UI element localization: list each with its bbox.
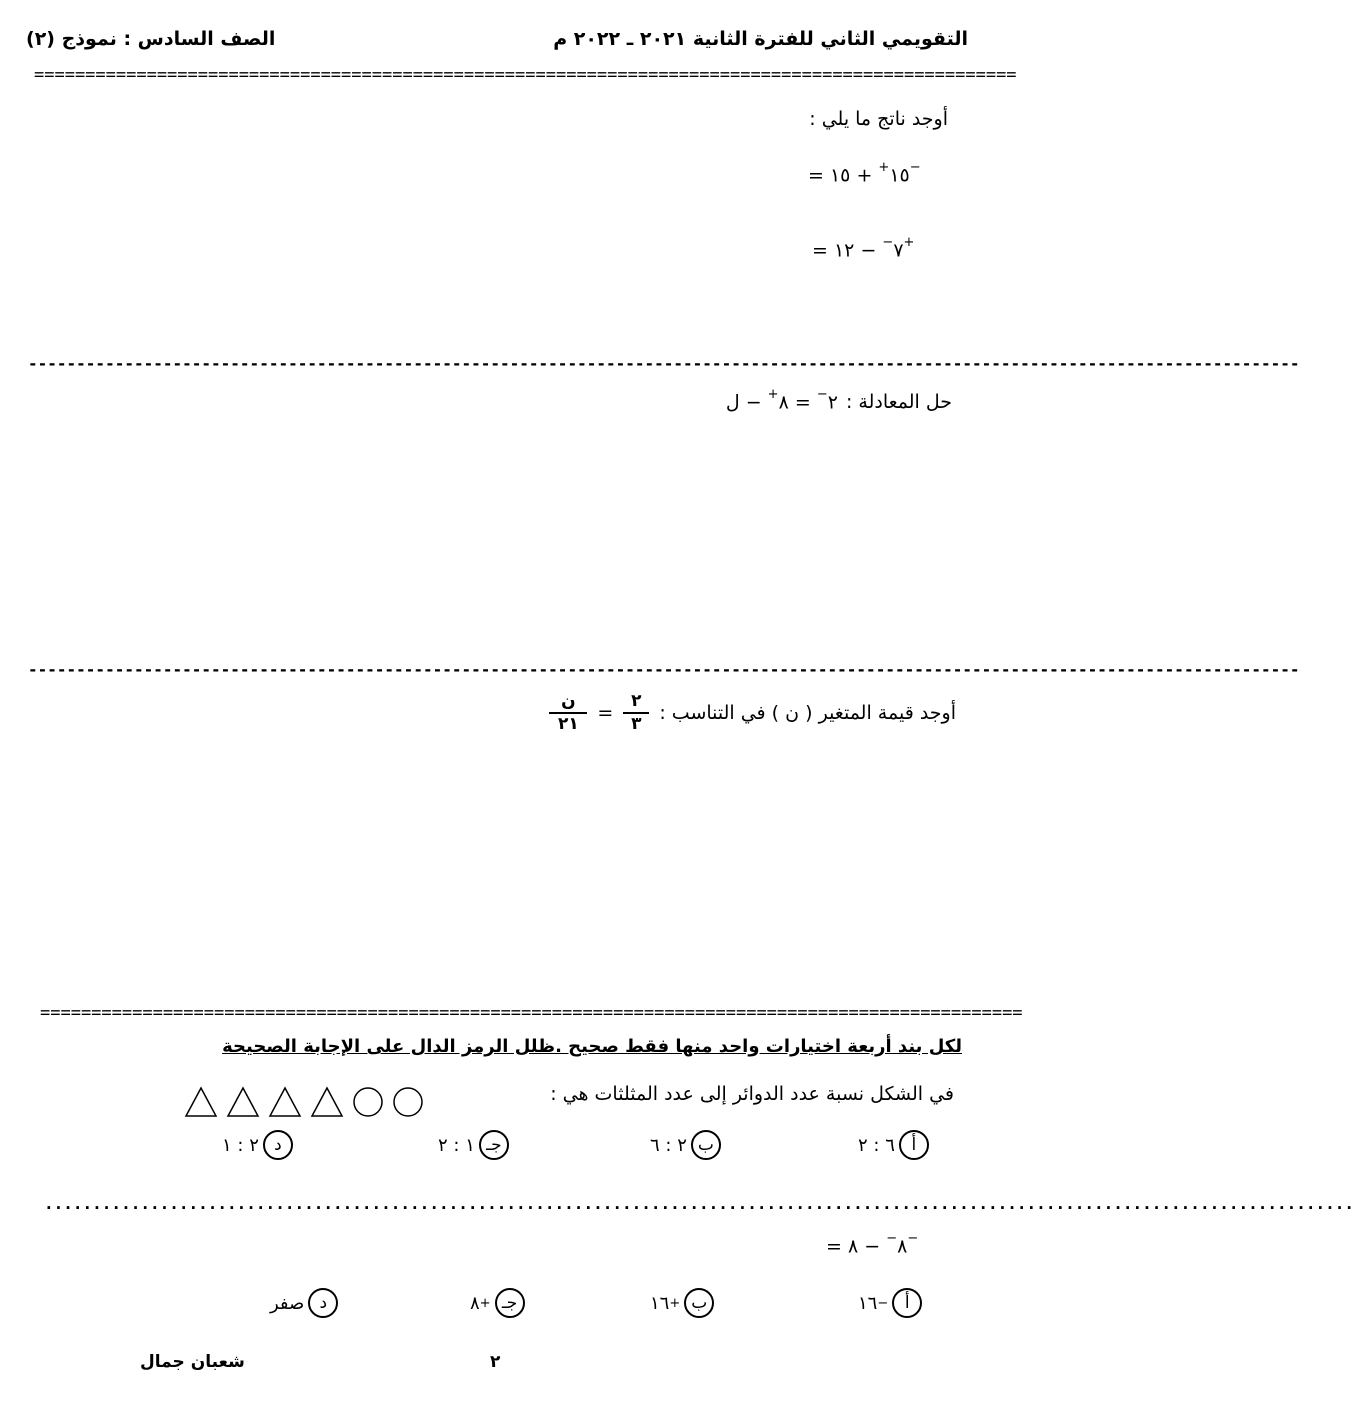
- option-bubble[interactable]: أ: [899, 1130, 929, 1160]
- double-rule-2: ================================================================================================: [40, 1003, 1023, 1023]
- section1-prompt: أوجد ناتج ما يلي :: [809, 108, 948, 130]
- option-bubble[interactable]: د: [308, 1288, 338, 1318]
- dashed-rule-2: ------------------------------------------------------------------------------------------------------------------------------------: [28, 660, 1300, 679]
- section2-line: [725, 387, 952, 414]
- q1-option-a[interactable]: [858, 1130, 929, 1160]
- q2-option-a[interactable]: [858, 1288, 922, 1318]
- option-value: ١٦: [650, 1292, 670, 1314]
- q2-expression: = ٨− − ٨ −: [826, 1231, 919, 1258]
- option-value: ٦ : ٢: [858, 1134, 895, 1156]
- option-value: ٢ : ١: [222, 1134, 259, 1156]
- option-bubble[interactable]: أ: [892, 1288, 922, 1318]
- section1-expression-1: = ١٥+ + ١٥ −: [808, 160, 921, 187]
- triangle-icon: [184, 1086, 218, 1118]
- option-bubble[interactable]: جـ: [495, 1288, 525, 1318]
- q2-option-b[interactable]: [650, 1288, 714, 1318]
- option-bubble[interactable]: ب: [691, 1130, 721, 1160]
- option-bubble[interactable]: ب: [684, 1288, 714, 1318]
- option-sign: +: [669, 1295, 681, 1311]
- circle-icon: [352, 1086, 384, 1118]
- q2-option-c[interactable]: [470, 1288, 525, 1318]
- q1-option-d[interactable]: [222, 1130, 293, 1160]
- equals-sign: =: [597, 702, 614, 724]
- q1-option-c[interactable]: [438, 1130, 509, 1160]
- triangle-icon: [268, 1086, 302, 1118]
- grade-label: الصف السادس : نموذج (٢): [26, 28, 276, 50]
- section1-expression-2: = ٧− − ١٢ +: [812, 235, 915, 262]
- option-value: صفر: [270, 1292, 305, 1314]
- option-value: ١ : ٢: [438, 1134, 475, 1156]
- option-value: ٨: [470, 1292, 480, 1314]
- option-bubble[interactable]: جـ: [479, 1130, 509, 1160]
- circle-icon: [392, 1086, 424, 1118]
- triangle-icon: [226, 1086, 260, 1118]
- q1-option-b[interactable]: [650, 1130, 721, 1160]
- dashed-rule-1: ------------------------------------------------------------------------------------------------------------------------------------: [28, 354, 1300, 373]
- fraction-n-over-21: $\frac{\text{ن}}{٢١}$: [549, 692, 587, 734]
- option-value: ٢ : ٦: [650, 1134, 687, 1156]
- section3-line: [549, 692, 956, 734]
- exam-title: التقويمي الثاني للفترة الثانية ٢٠٢١ ـ ٢٠٢٢ م: [553, 28, 968, 50]
- section2-prompt: حل المعادلة :: [845, 391, 952, 414]
- page-number: ٢: [490, 1352, 501, 1372]
- dotted-rule: ........................................................................................................................................: [44, 1194, 1354, 1213]
- section2-equation: ٢− = ٨+ − ل: [725, 387, 838, 414]
- section3-prompt: أوجد قيمة المتغير ( ن ) في التناسب :: [659, 702, 956, 724]
- fraction-2-over-3: $\frac{٢}{٣}$: [623, 692, 649, 734]
- option-bubble[interactable]: د: [263, 1130, 293, 1160]
- mcq-instruction: لكل بند أربعة اختيارات واحد منها فقط صحيح .ظلل الرمز الدال على الإجابة الصحيحة: [222, 1036, 962, 1057]
- q1-text: في الشكل نسبة عدد الدوائر إلى عدد المثلثات هي :: [550, 1083, 954, 1105]
- option-value: ١٦: [858, 1292, 878, 1314]
- option-sign: +: [479, 1295, 491, 1311]
- option-sign: −: [877, 1295, 889, 1311]
- double-rule: ================================================================================================: [34, 65, 1017, 85]
- q2-option-d[interactable]: [270, 1288, 338, 1318]
- q1-figure: [184, 1086, 424, 1118]
- triangle-icon: [310, 1086, 344, 1118]
- author-name: شعبان جمال: [140, 1352, 245, 1372]
